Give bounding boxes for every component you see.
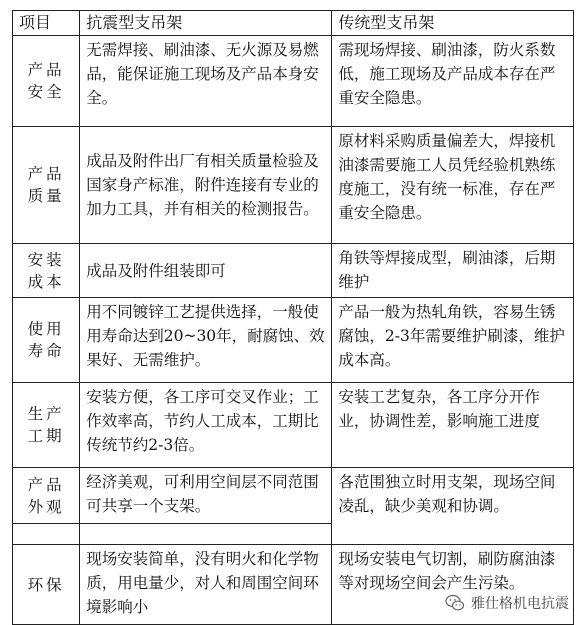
row-label: 产品 质量 [13, 127, 80, 244]
row-production-schedule [13, 383, 574, 468]
seismic-cell: 安装方便，各工序可交叉作业；工作效率高，节约人工成本，工期比传统节约2-3倍。 [80, 383, 332, 468]
traditional-cell: 现场安装电气切割，刷防腐油漆等对现场空间会产生污染。 [332, 545, 574, 625]
seismic-cell: 经济美观，可利用空间层不同范围可共享一个支架。 [80, 468, 332, 524]
row-label: 使用 寿命 [13, 298, 80, 383]
watermark [445, 593, 569, 613]
blank-cell [80, 524, 332, 545]
header-seismic: 抗震型支吊架 [80, 11, 332, 36]
row-product-quality [13, 127, 574, 244]
blank-cell [13, 524, 80, 545]
traditional-cell: 安装工艺复杂，各工序分开作业，协调性差，影响施工进度 [332, 383, 574, 468]
row-label: 环保 [13, 545, 80, 625]
header-traditional: 传统型支吊架 [332, 11, 574, 36]
row-label: 产品 安全 [13, 36, 80, 127]
row-label: 产品 外观 [13, 468, 80, 524]
seismic-cell: 无需焊接、刷油漆、无火源及易燃品，能保证施工现场及产品本身安全。 [80, 36, 332, 127]
traditional-cell: 产品一般为热轧角铁，容易生锈腐蚀，2-3年需要维护刷漆，维护成本高。 [332, 298, 574, 383]
seismic-cell: 现场安装简单，没有明火和化学物质，用电量少，对人和周围空间环境影响小 [80, 545, 332, 625]
comparison-table [12, 10, 574, 625]
row-label: 生产 工期 [13, 383, 80, 468]
header-row [13, 11, 574, 36]
traditional-cell: 各范围独立时用支架，现场空间凌乱，缺少美观和协调。 [332, 468, 574, 545]
seismic-cell: 成品及附件出厂有相关质量检验及国家身产标准，附件连接有专业的加力工具，并有相关的检测报告。 [80, 127, 332, 244]
watermark-text: 雅仕格机电抗震 [471, 596, 569, 612]
row-install-cost [13, 244, 574, 298]
row-label: 安装 成本 [13, 244, 80, 298]
traditional-cell: 原材料采购质量偏差大，焊接机油漆需要施工人员凭经验机熟练度施工，没有统一标准，存在严重安全隐患。 [332, 127, 574, 244]
header-item: 项目 [13, 11, 80, 36]
seismic-cell: 用不同镀锌工艺提供选择，一般使用寿命达到20~30年，耐腐蚀、效果好、无需维护。 [80, 298, 332, 383]
row-product-appearance [13, 468, 574, 524]
wechat-icon [445, 593, 465, 613]
seismic-cell: 成品及附件组装即可 [80, 244, 332, 298]
row-product-safety [13, 36, 574, 127]
traditional-cell: 角铁等焊接成型，刷油漆，后期维护 [332, 244, 574, 298]
traditional-cell: 需现场焊接、刷油漆，防火系数低，施工现场及产品成本存在严重安全隐患。 [332, 36, 574, 127]
row-service-life [13, 298, 574, 383]
